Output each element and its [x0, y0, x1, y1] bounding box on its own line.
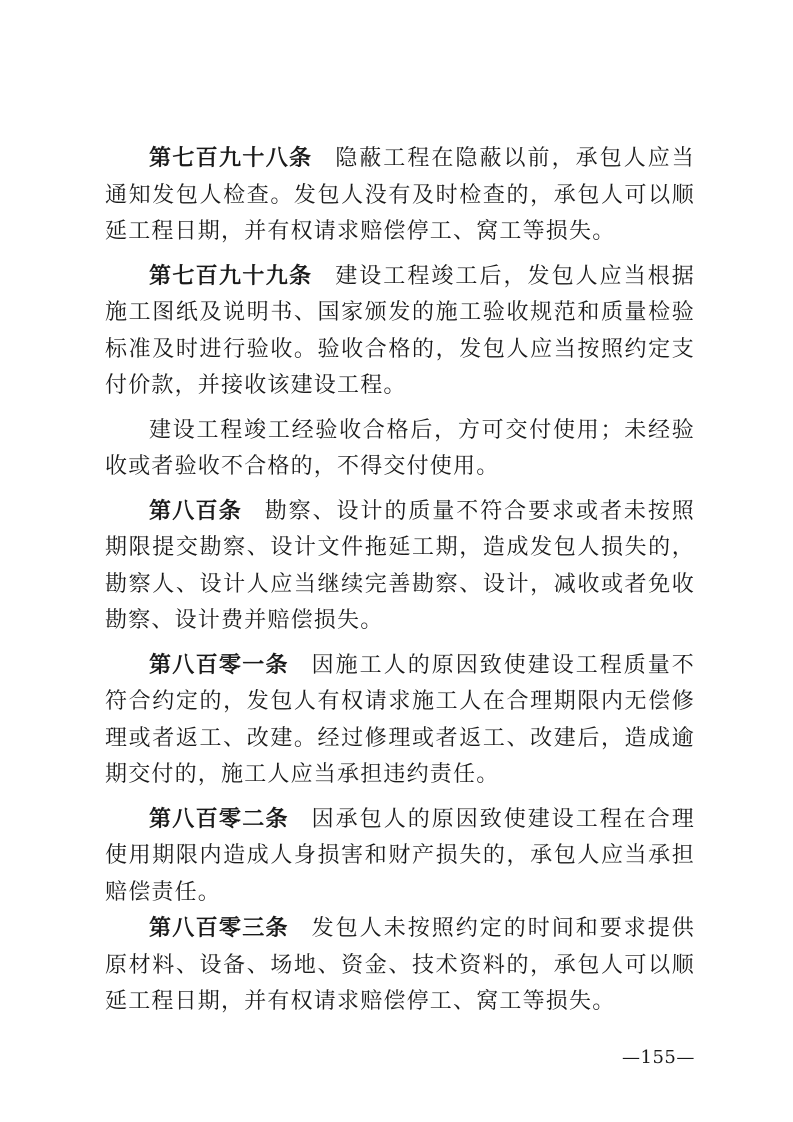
document-body [105, 141, 695, 1021]
article-text: 因施工人的原因致使建设工程质量不符合约定的，发包人有权请求施工人在合理期限内无偿修理或者返工、改建。经过修理或者返工、改建后，造成逾期交付的，施工人应当承担违约责任。 [105, 652, 695, 787]
article-text: 因承包人的原因致使建设工程在合理使用期限内造成人身损害和财产损失的，承包人应当承担赔偿责任。 [105, 806, 695, 905]
page-number: —155— [622, 1047, 695, 1068]
article-799-continuation: 建设工程竣工经验收合格后，方可交付使用；未经验收或者验收不合格的，不得交付使用。 [105, 417, 695, 479]
article-number: 第七百九十八条 [149, 146, 313, 171]
article-number: 第八百零二条 [149, 806, 289, 832]
article-798 [105, 141, 695, 251]
article-number: 第八百零一条 [149, 652, 289, 678]
article-number: 第八百零三条 [149, 916, 289, 941]
article-number: 第八百条 [149, 498, 242, 524]
article-text: 建设工程竣工后，发包人应当根据施工图纸及说明书、国家颁发的施工验收规范和质量检验标准及时进行验收。验收合格的，发包人应当按照约定支付价款，并接收该建设工程。 [105, 263, 695, 398]
article-number: 第七百九十九条 [149, 263, 313, 289]
article-text: 勘察、设计的质量不符合要求或者未按照期限提交勘察、设计文件拖延工期，造成发包人损失的，勘察人、设计人应当继续完善勘察、设计，减收或者免收勘察、设计费并赔偿损失。 [105, 498, 695, 633]
article-799 [105, 259, 695, 405]
article-800 [105, 494, 695, 640]
article-text: 发包人未按照约定的时间和要求提供原材料、设备、场地、资金、技术资料的，承包人可以顺延工程日期，并有权请求赔偿停工、窝工等损失。 [105, 916, 695, 1014]
article-803 [105, 911, 695, 1021]
article-text: 隐蔽工程在隐蔽以前，承包人应当通知发包人检查。发包人没有及时检查的，承包人可以顺延工程日期，并有权请求赔偿停工、窝工等损失。 [105, 146, 695, 244]
article-802 [105, 802, 695, 912]
article-801 [105, 648, 695, 794]
